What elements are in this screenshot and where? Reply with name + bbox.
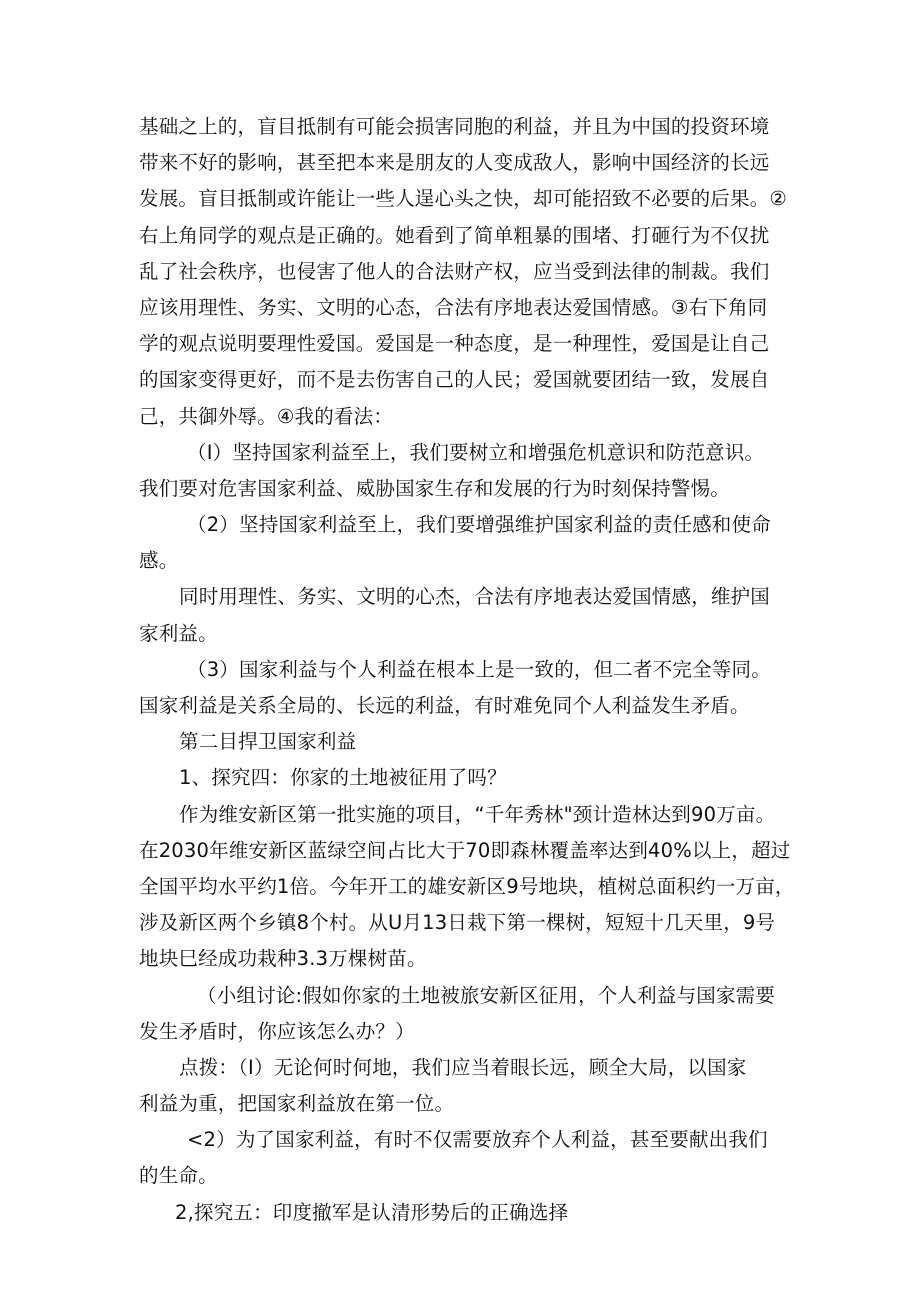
text-line: 利益为重，把国家利益放在第一位。 <box>139 1092 455 1116</box>
text-line: 感。 <box>139 549 179 573</box>
text-line: 的生命。 <box>139 1164 218 1188</box>
text-line: 我们要对危害国家利益、威胁国家生存和发展的行为时刻保持警惕。 <box>139 476 731 500</box>
subsection-heading: 1、探究四：你家的土地被征用了吗？ <box>179 766 507 790</box>
text-line: 基础之上的，盲目抵制有可能会损害同胞的利益，并且为中国的投资环境 <box>139 115 770 138</box>
list-item-1: （I）坚持国家利益至上，我们要树立和增强危机意识和防范意识。 <box>187 440 765 464</box>
text-line: 发生矛盾时，你应该怎么办？） <box>139 1019 415 1043</box>
hint-paragraph: 点拨：（I）无论何时何地，我们应当着眼长远，顾全大局，以国家 <box>179 1055 747 1079</box>
section-heading: 第二目捍卫国家利益 <box>179 730 357 754</box>
list-item-3: （3）国家利益与个人利益在根本上是一致的，但二者不完全等同。 <box>187 657 771 681</box>
text-line: 的国家变得更好，而不是去伤害自己的人民；爱国就要团结一致，发展自 <box>139 368 770 392</box>
text-line: 应该用理性、务实、文明的心态，合法有序地表达爱国情感。③右下角同 <box>139 295 768 319</box>
text-line: 带来不好的影响，甚至把本来是朋友的人变成敌人，影响中国经济的长远 <box>139 151 770 175</box>
text-line: 地块巳经成功栽种3.3万棵树苗。 <box>139 947 427 971</box>
text-line: 乱了社会秩序，也侵害了他人的合法财产权，应当受到法律的制裁。我们 <box>139 259 770 283</box>
text-line: 涉及新区两个乡镇8个村。从U月13日栽下第一棵树，短短十几天里，9号 <box>139 911 776 935</box>
discussion-prompt: （小组讨论:假如你家的土地被旅安新区征用，个人利益与国家需要 <box>197 983 776 1007</box>
document-body <box>139 109 799 1231</box>
list-item-2: （2）坚持国家利益至上，我们要增强维护国家利益的责任感和使命 <box>187 513 771 537</box>
text-line: 全国平均水平约1倍。今年开工的雄安新区9号地块，植树总面积约一万亩， <box>139 874 795 898</box>
subsection-heading: 2,探究五：印度撤军是认清形势后的正确选择 <box>175 1200 569 1224</box>
text-line: 国家利益是关系全局的、长远的利益，有时难免同个人利益发生矛盾。 <box>139 694 750 717</box>
text-line: 右上角同学的观点是正确的。她看到了简单粗暴的围堵、打砸行为不仅扰 <box>139 223 770 247</box>
paragraph-start: 同时用理性、务实、文明的心杰，合法有序地表达爱国情感，维护国 <box>179 585 771 609</box>
text-line: 家利益。 <box>139 621 218 645</box>
text-line: 发展。盲目抵制或许能让一些人逞心头之快，却可能招致不必要的后果。② <box>139 187 788 211</box>
text-line: 在2030年维安新区蓝绿空间占比大于70即森林覆盖率达到40%以上，超过 <box>139 838 791 862</box>
text-line: 己，共御外辱。④我的看法： <box>139 404 394 428</box>
list-item-hint-2: <2）为了国家利益，有时不仅需要放弃个人利益，甚至要献出我们 <box>187 1128 768 1152</box>
text-line: 学的观点说明要理性爱国。爱国是一种态度，是一种理性，爱国是让自己 <box>139 332 770 356</box>
paragraph-start: 作为维安新区第一批实施的项目，“千年秀林"颈计造林达到90万亩。 <box>179 802 776 826</box>
